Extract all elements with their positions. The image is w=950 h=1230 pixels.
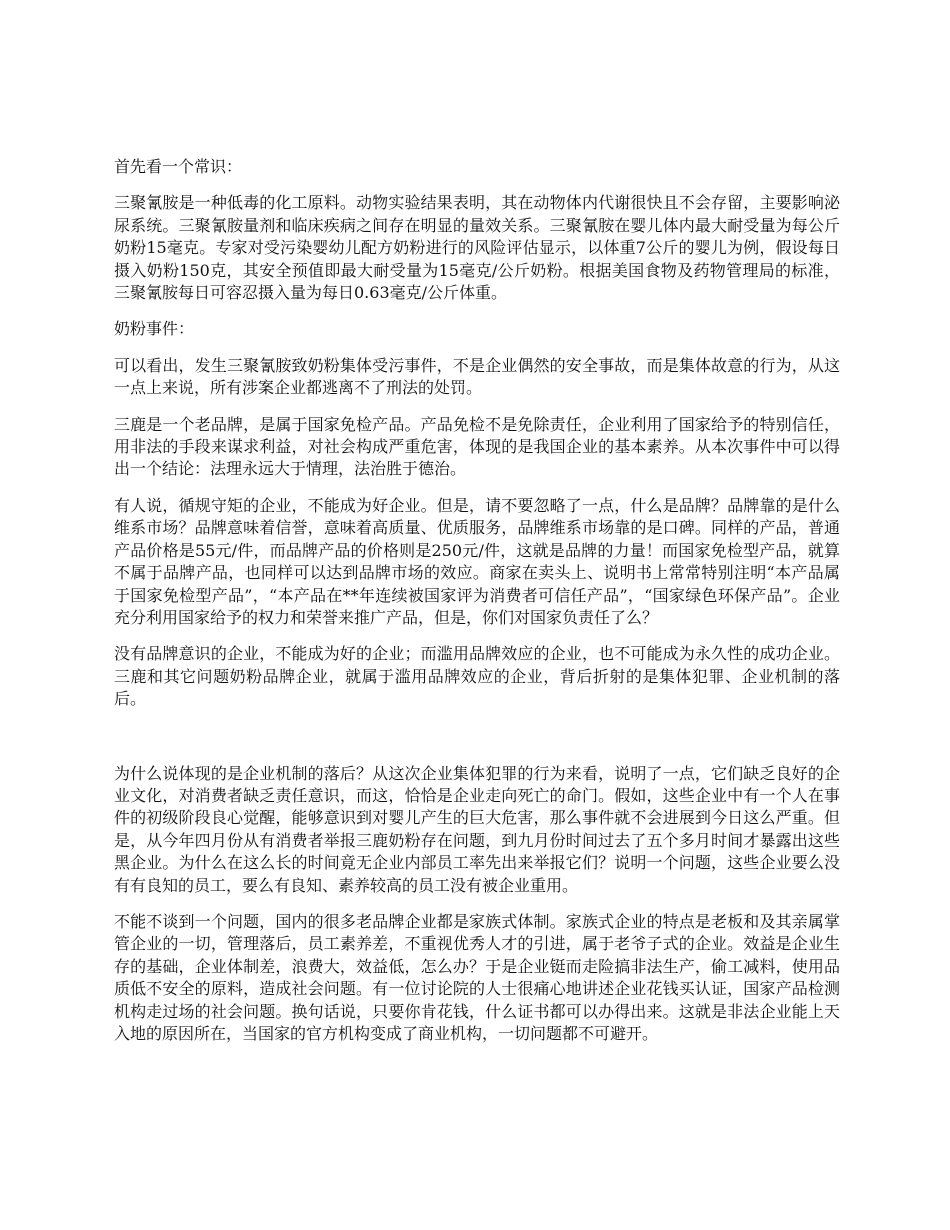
paragraph-intro-heading: 首先看一个常识： xyxy=(114,157,243,176)
paragraph-family-enterprise: 不能不谈到一个问题，国内的很多老品牌企业都是家族式体制。家族式企业的特点是老板和及其亲属掌管企业的一切，管理落后，员工素养差，不重视优秀人才的引进，属于老爷子式的企业。效益是企业生存的基础，企业体制差，浪费大，效益低，怎么办？于是企业铤而走险搞非法生产，偷工减料，使用品质低不安全的原料，造成社会问题。有一位讨论院的人士很痛心地讲述企业花钱买认证，国家产品检测机构走过场的社会问题。换句话说，只要你肯花钱，什么证书都可以办得出来。这就是非法企业能上天入地的原因所在，当国家的官方机构变成了商业机构，一切问题都不可避开。 xyxy=(114,911,840,1043)
paragraph-collective-intent: 可以看出，发生三聚氰胺致奶粉集体受污事件，不是企业偶然的安全事故，而是集体故意的行为，从这一点上来说，所有涉案企业都逃离不了刑法的处罚。 xyxy=(114,355,840,398)
paragraph-milk-event-heading: 奶粉事件： xyxy=(114,319,195,339)
paragraph-brand-abuse: 没有品牌意识的企业，不能成为好的企业；而滥用品牌效应的企业，也不可能成为永久性的成功企业。三鹿和其它问题奶粉品牌企业，就属于滥用品牌效应的企业，背后折射的是集体犯罪、企业机制的落后。 xyxy=(114,644,840,709)
paragraph-brand-power: 有人说，循规守矩的企业，不能成为好企业。但是，请不要忽略了一点，什么是品牌？品牌靠的是什么维系市场？品牌意味着信誉，意味着高质量、优质服务，品牌维系市场靠的是口碑。同样的产品，普通产品价格是55元/件，而品牌产品的价格则是250元/件，这就是品牌的力量！而国家免检型产品，就算不属于品牌产品，也同样可以达到品牌市场的效应。商家在卖头上、说明书上常常特别注明“本产品属于国家免检型产品”，“本产品在**年连续被国家评为消费者可信任产品”，“国家绿色环保产品”。企业充分利用国家给予的权力和荣誉来推广产品，但是，你们对国家负责任了么？ xyxy=(114,495,840,627)
paragraph-melamine-facts: 三聚氰胺是一种低毒的化工原料。动物实验结果表明，其在动物体内代谢很快且不会存留，主要影响泌尿系统。三聚氰胺量剂和临床疾病之间存在明显的量效关系。三聚氰胺在婴儿体内最大耐受量为每公斤奶粉15毫克。专家对受污染婴幼儿配方奶粉进行的风险评估显示，以体重7公斤的婴儿为例，假设每日摄入奶粉150克，其安全预值即最大耐受量为15毫克/公斤奶粉。根据美国食物及药物管理局的标准，三聚氰胺每日可容忍摄入量为每日0.63毫克/公斤体重。 xyxy=(114,193,840,303)
paragraph-sanlu-brand: 三鹿是一个老品牌，是属于国家免检产品。产品免检不是免除责任，企业利用了国家给予的特别信任，用非法的手段来谋求利益，对社会构成严重危害，体现的是我国企业的基本素养。从本次事件中可以得出一个结论：法理永远大于情理，法治胜于德治。 xyxy=(114,414,840,479)
paragraph-mechanism-lag: 为什么说体现的是企业机制的落后？从这次企业集体犯罪的行为来看，说明了一点，它们缺乏良好的企业文化，对消费者缺乏责任意识，而这，恰恰是企业走向死亡的命门。假如，这些企业中有一个人在事件的初级阶段良心觉醒，能够意识到对婴儿产生的巨大危害，那么事件就不会进展到今日这么严重。但是，从今年四月份从有消费者举报三鹿奶粉存在问题，到九月份时间过去了五个多月时间才暴露出这些黑企业。为什么在这么长的时间竟无企业内部员工率先出来举报它们？说明一个问题，这些企业要么没有有良知的员工，要么有良知、素养较高的员工没有被企业重用。 xyxy=(114,763,840,895)
document-body xyxy=(114,156,840,1059)
